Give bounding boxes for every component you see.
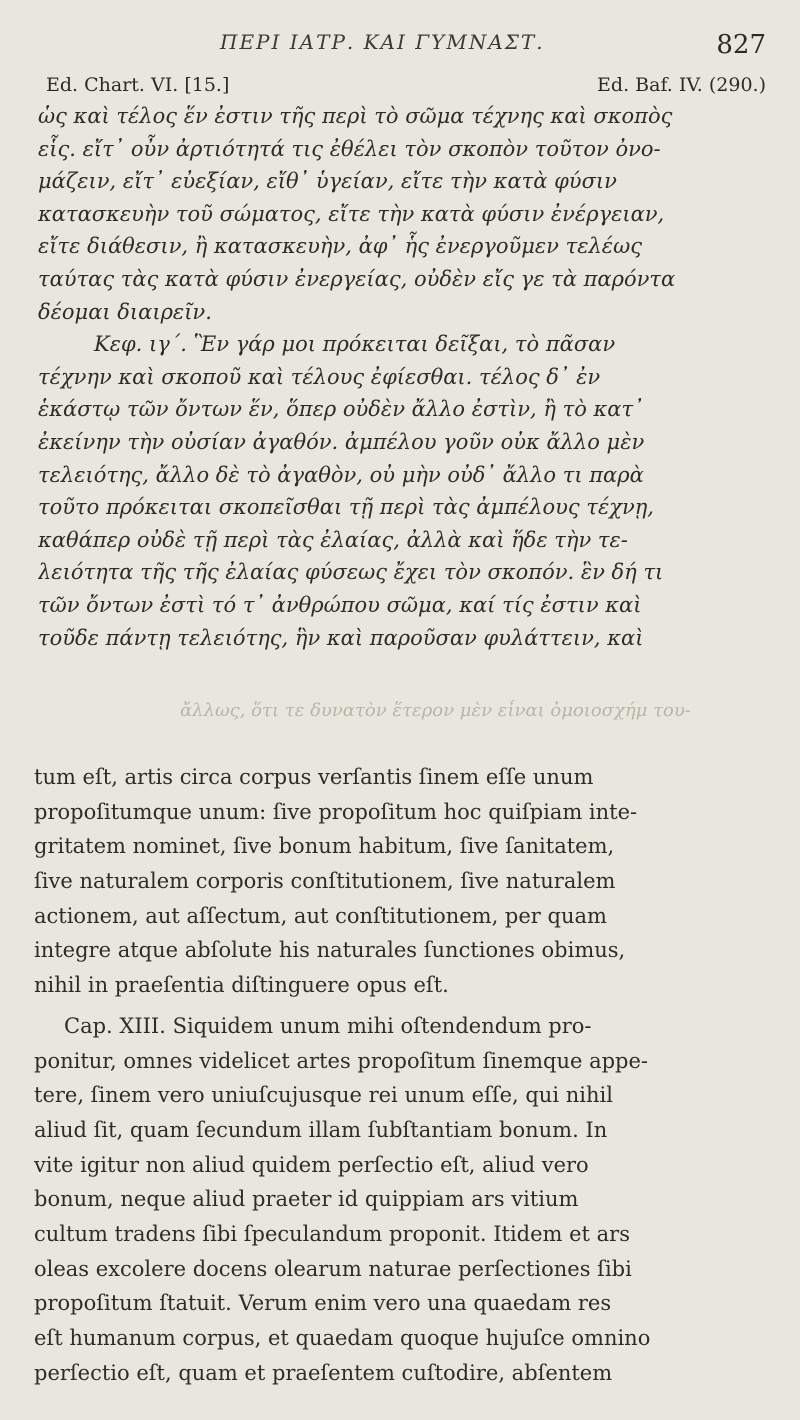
latin-line: actionem, aut aſſectum, aut conſtitutionem, per quam xyxy=(34,903,607,928)
greek-line: τοῦτο πρόκειται σκοπεῖσθαι τῇ περὶ τὰς ἀμπέλους τέχνῃ, xyxy=(38,495,654,520)
greek-line: τῶν ὄντων ἐστὶ τό τ᾽ ἀνθρώπου σῶμα, καί τίς ἐστιν καὶ xyxy=(38,592,642,617)
latin-line: perſectio eſt, quam et praeſentem cuſtodire, abſentem xyxy=(34,1360,613,1385)
edition-reference-basel: Ed. Baf. IV. (290.) xyxy=(597,74,766,96)
greek-text-block xyxy=(38,100,768,654)
greek-line: ὡς καὶ τέλος ἕν ἐστιν τῆς περὶ τὸ σῶμα τέχνης καὶ σκοπὸς xyxy=(38,104,673,128)
latin-line: nihil in praeſentia diſtinguere opus eſt. xyxy=(34,973,449,998)
greek-line: καθάπερ οὐδὲ τῇ περὶ τὰς ἐλαίας, ἀλλὰ καὶ ἥδε τὴν τε- xyxy=(38,527,628,552)
greek-line: δέομαι διαιρεῖν. xyxy=(38,299,212,324)
latin-line: aliud ſit, quam ſecundum illam ſubſtantiam bonum. In xyxy=(34,1117,608,1142)
greek-line: ταύτας τὰς κατὰ φύσιν ἐνεργείας, οὐδὲν εἴς γε τὰ παρόντα xyxy=(38,266,676,291)
greek-line: τοῦδε πάντῃ τελειότης, ἣν καὶ παροῦσαν φυλάττειν, καὶ xyxy=(38,625,644,650)
latin-text-block xyxy=(34,760,764,1390)
greek-line: εἴτε διάθεσιν, ἢ κατασκευὴν, ἀφ᾽ ἧς ἐνεργοῦμεν τελέως xyxy=(38,234,642,259)
bleed-through-text: ἄλλως, ὅτι τε δυνατὸν ἕτερον μὲν εἶναι ὁμοιοσχήμ του- xyxy=(180,700,691,721)
latin-line: eſt humanum corpus, et quaedam quoque hujuſce omnino xyxy=(34,1326,651,1350)
edition-reference-chartier: Ed. Chart. VI. [15.] xyxy=(46,74,230,96)
latin-line: cultum tradens ſibi ſpeculandum proponit. Itidem et ars xyxy=(34,1221,630,1246)
greek-line: εἷς. εἴτ᾽ οὖν ἀρτιότητά τις ἐθέλει τὸν σκοπὸν τοῦτον ὀνο- xyxy=(38,136,661,161)
greek-line: μάζειν, εἴτ᾽ εὐεξίαν, εἴθ᾽ ὑγείαν, εἴτε τὴν κατὰ φύσιν xyxy=(38,169,617,194)
latin-line: propoſitumque unum: ſive propoſitum hoc quiſpiam inte- xyxy=(34,799,638,824)
greek-line: ἑκάστῳ τῶν ὄντων ἕν, ὅπερ οὐδὲν ἄλλο ἐστὶν, ἢ τὸ κατ᾽ xyxy=(38,397,644,422)
latin-line: integre atque abſolute his naturales ſunctiones obimus, xyxy=(34,938,626,963)
latin-line: vite igitur non aliud quidem perſectio eſt, aliud vero xyxy=(34,1152,589,1177)
page-number: 827 xyxy=(716,30,766,60)
running-title: ΠΕΡΙ ΙΑΤΡ. ΚΑΙ ΓΥΜΝΑΣΤ. xyxy=(220,30,545,54)
greek-line: ἐκείνην τὴν οὐσίαν ἀγαθόν. ἀμπέλου γοῦν οὐκ ἄλλο μὲν xyxy=(38,429,645,454)
latin-line: tum eſt, artis circa corpus verſantis ſinem eſſe unum xyxy=(34,765,594,789)
running-head xyxy=(0,30,800,60)
latin-chapter-heading-line: Cap. XIII. Siquidem unum mihi oſtendendum pro- xyxy=(64,1013,592,1038)
greek-line: τέχνην καὶ σκοποῦ καὶ τέλους ἐφίεσθαι. τέλος δ᾽ ἐν xyxy=(38,364,601,389)
latin-line: ponitur, omnes videlicet artes propoſitum ſinemque appe- xyxy=(34,1048,649,1073)
greek-line: λειότητα τῆς τῆς ἐλαίας φύσεως ἔχει τὸν σκοπόν. ἓν δή τι xyxy=(38,560,664,585)
latin-line: propoſitum ſtatuit. Verum enim vero una quaedam res xyxy=(34,1291,612,1316)
latin-line: gritatem nominet, ſive bonum habitum, ſive ſanitatem, xyxy=(34,834,615,859)
greek-line: τελειότης, ἄλλο δὲ τὸ ἀγαθὸν, οὐ μὴν οὐδ᾽ ἄλλο τι παρὰ xyxy=(38,462,644,487)
latin-line: ſive naturalem corporis conſtitutionem, ſive naturalem xyxy=(34,869,616,894)
latin-line: oleas excolere docens olearum naturae perſectiones ſibi xyxy=(34,1256,632,1281)
greek-line: κατασκευὴν τοῦ σώματος, εἴτε τὴν κατὰ φύσιν ἐνέργειαν, xyxy=(38,201,665,226)
latin-line: tere, ſinem vero uniuſcujusque rei unum eſſe, qui nihil xyxy=(34,1083,613,1108)
latin-line: bonum, neque aliud praeter id quippiam ars vitium xyxy=(34,1187,579,1212)
greek-chapter-heading-line: Κεφ. ιγ΄. Ἓν γάρ μοι πρόκειται δεῖξαι, τὸ πᾶσαν xyxy=(94,332,616,357)
